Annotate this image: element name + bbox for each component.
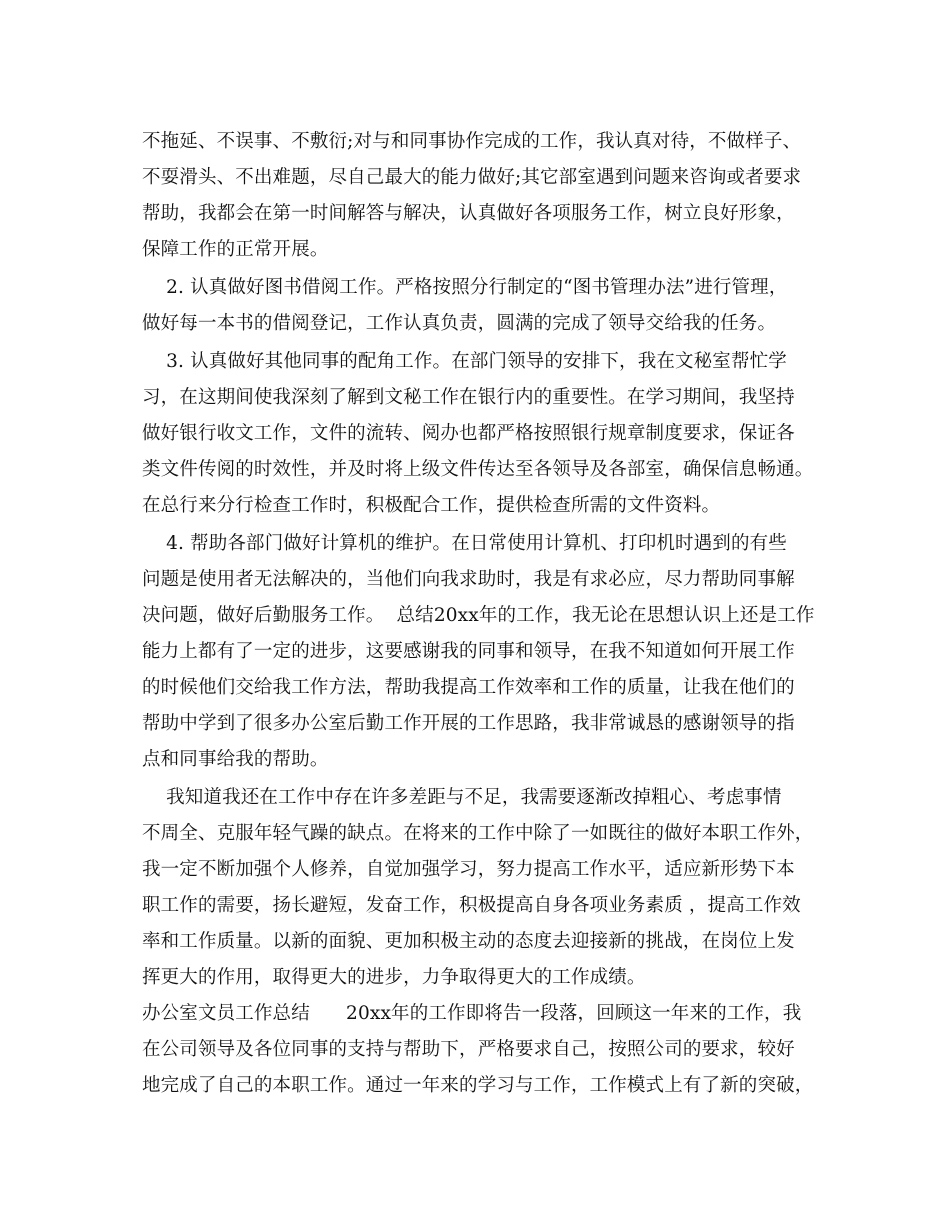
text-line: 4. 帮助各部门做好计算机的维护。在日常使用计算机、打印机时遇到的有些 xyxy=(142,533,787,554)
text-line: 做好银行收文工作，文件的流转、阅办也都严格按照银行规章制度要求，保证各 xyxy=(142,423,795,444)
text-line: 职工作的需要，扬长避短，发奋工作，积极提高自身各项业务素质 ，提高工作效 xyxy=(142,895,801,916)
text-line: 问题是使用者无法解决的，当他们向我求助时，我是有求必应，尽力帮助同事解 xyxy=(142,569,795,590)
text-line: 我一定不断加强个人修养，自觉加强学习，努力提高工作水平，适应新形势下本 xyxy=(142,859,795,880)
text-line: 地完成了自己的本职工作。通过一年来的学习与工作，工作模式上有了新的突破， xyxy=(142,1075,814,1096)
text-line: 做好每一本书的借阅登记，工作认真负责，圆满的完成了领导交给我的任务。 xyxy=(142,313,777,334)
text-line: 不耍滑头、不出难题，尽自己最大的能力做好;其它部室遇到问题来咨询或者要求 xyxy=(142,167,802,188)
text-line: 在总行来分行检查工作时，积极配合工作，提供检查所需的文件资料。 xyxy=(142,495,721,516)
text-line: 习，在这期间使我深刻了解到文秘工作在银行内的重要性。在学习期间，我坚持 xyxy=(142,387,795,408)
text-line: 我知道我还在工作中存在许多差距与不足，我需要逐渐改掉粗心、考虑事情 xyxy=(142,787,782,808)
text-line: 能力上都有了一定的进步，这要感谢我的同事和领导，在我不知道如何开展工作 xyxy=(142,641,795,662)
text-line: 2. 认真做好图书借阅工作。严格按照分行制定的“图书管理办法”进行管理， xyxy=(142,277,788,298)
text-line: 的时候他们交给我工作方法，帮助我提高工作效率和工作的质量，让我在他们的 xyxy=(142,677,795,698)
text-line: 帮助，我都会在第一时间解答与解决，认真做好各项服务工作，树立良好形象， xyxy=(142,203,795,224)
text-line: 挥更大的作用，取得更大的进步，力争取得更大的工作成绩。 xyxy=(142,967,646,988)
text-line: 率和工作质量。以新的面貌、更加积极主动的态度去迎接新的挑战，在岗位上发 xyxy=(142,931,795,952)
text-line: 办公室文员工作总结 20xx年的工作即将告一段落，回顾这一年来的工作，我 xyxy=(142,1003,802,1024)
text-line: 不周全、克服年轻气躁的缺点。在将来的工作中除了一如既往的做好本职工作外， xyxy=(142,823,814,844)
text-line: 类文件传阅的时效性，并及时将上级文件传达至各领导及各部室，确保信息畅通。 xyxy=(142,459,814,480)
text-line: 帮助中学到了很多办公室后勤工作开展的工作思路，我非常诚恳的感谢领导的指 xyxy=(142,713,795,734)
text-line: 点和同事给我的帮助。 xyxy=(142,749,329,770)
text-line: 保障工作的正常开展。 xyxy=(142,239,329,260)
text-line: 在公司领导及各位同事的支持与帮助下，严格要求自己，按照公司的要求，较好 xyxy=(142,1039,795,1060)
text-line: 3. 认真做好其他同事的配角工作。在部门领导的安排下，我在文秘室帮忙学 xyxy=(142,351,787,372)
text-line: 不拖延、不误事、不敷衍;对与和同事协作完成的工作，我认真对待，不做样子、 xyxy=(142,131,802,152)
text-line: 决问题，做好后勤服务工作。 总结20xx年的工作，我无论在思想认识上还是工作 xyxy=(142,605,815,626)
